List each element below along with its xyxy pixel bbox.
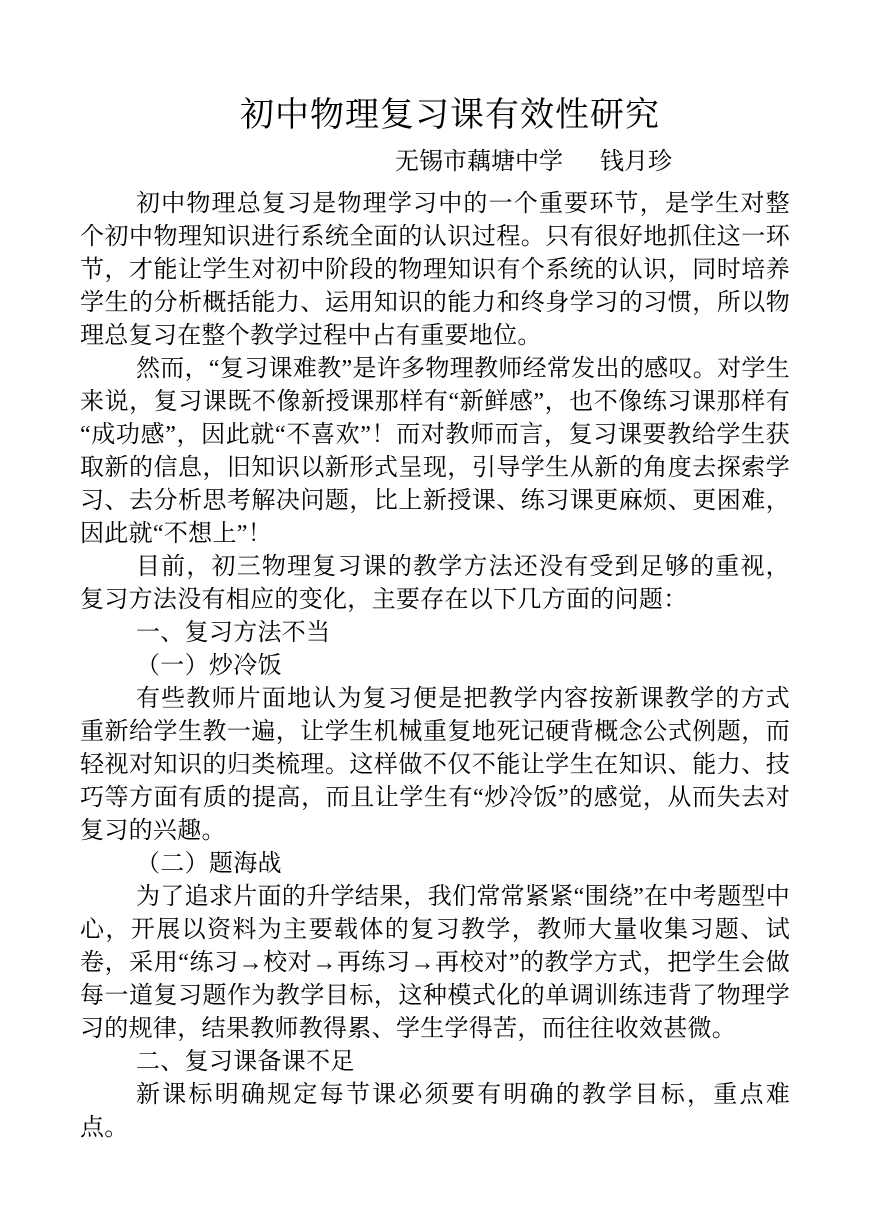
subsection-heading: （一）炒冷饭 (136, 653, 282, 679)
byline-school: 无锡市藕塘中学 (395, 149, 563, 175)
paragraph: 初中物理总复习是物理学习中的一个重要环节，是学生对整个初中物理知识进行系统全面的认识过程。只有很好地抓住这一环节，才能让学生对初中阶段的物理知识有个系统的认识，同时培养学生的分析概括能力、运用知识的能力和终身学习的习惯，所以物理总复习在整个教学过程中占有重要地位。 (80, 191, 790, 349)
paragraph: 然而，“复习课难教”是许多物理教师经常发出的感叹。对学生来说，复习课既不像新授课那样有“新鲜感”，也不像练习课那样有“成功感”，因此就“不喜欢”！而对教师而言，复习课要教给学生获取新的信息，旧知识以新形式呈现，引导学生从新的角度去探索学习、去分析思考解决问题，比上新授课、练习课更麻烦、更困难，因此就“不想上”！ (80, 356, 790, 547)
paragraph: 目前，初三物理复习课的教学方法还没有受到足够的重视，复习方法没有相应的变化，主要存在以下几方面的问题： (80, 554, 790, 613)
section-heading: 二、复习课备课不足 (136, 1049, 355, 1075)
byline-author: 钱月珍 (600, 149, 672, 175)
page-title: 初中物理复习课有效性研究 (240, 97, 660, 134)
document-body (80, 188, 790, 1145)
paragraph: 为了追求片面的升学结果，我们常常紧紧“围绕”在中考题型中心，开展以资料为主要载体的复习教学，教师大量收集习题、试卷，采用“练习→校对→再练习→再校对”的教学方式，把学生会做每一道复习题作为教学目标，这种模式化的单调训练违背了物理学习的规律，结果教师教得累、学生学得苦，而往往收效甚微。 (80, 884, 790, 1042)
subsection-heading: （二）题海战 (136, 851, 282, 877)
section-heading: 一、复习方法不当 (136, 620, 331, 646)
paragraph: 新课标明确规定每节课必须要有明确的教学目标，重点难点。 (80, 1082, 790, 1141)
byline (80, 140, 790, 184)
paragraph: 有些教师片面地认为复习便是把教学内容按新课教学的方式重新给学生教一遍，让学生机械重复地死记硬背概念公式例题，而轻视对知识的归类梳理。这样做不仅不能让学生在知识、能力、技巧等方面有质的提高，而且让学生有“炒冷饭”的感觉，从而失去对复习的兴趣。 (80, 686, 790, 844)
